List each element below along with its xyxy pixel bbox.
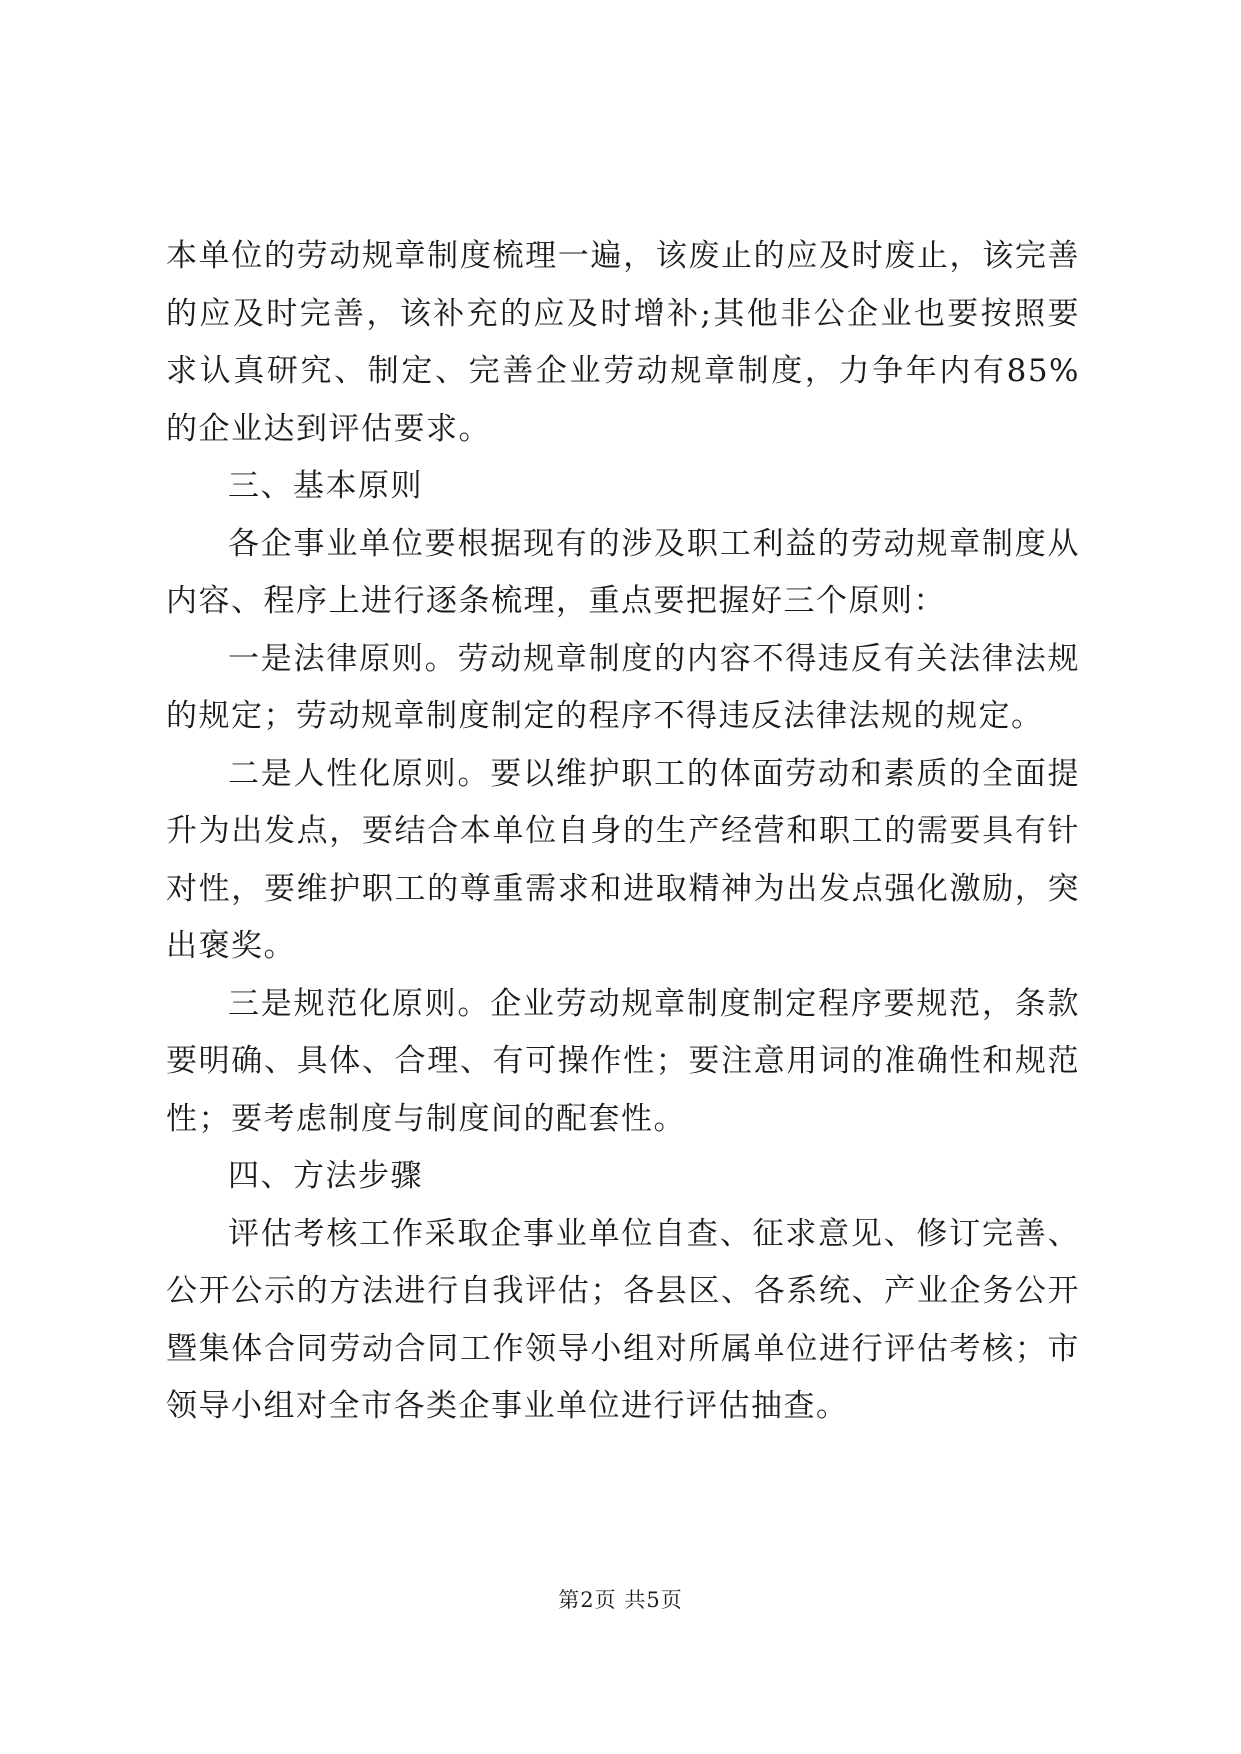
paragraph: 三是规范化原则。企业劳动规章制度制定程序要规范，条款要明确、具体、合理、有可操作性；要注意用词的准确性和规范性；要考虑制度与制度间的配套性。 [166, 985, 1080, 1137]
page-footer: 第2页 共5页 [558, 1588, 683, 1612]
paragraph: 本单位的劳动规章制度梳理一遍，该废止的应及时废止，该完善的应及时完善，该补充的应及时增补;其他非公企业也要按照要求认真研究、制定、完善企业劳动规章制度，力争年内有85%的企业达到评估要求。 [166, 238, 1080, 447]
paragraph: 一是法律原则。劳动规章制度的内容不得违反有关法律法规的规定；劳动规章制度制定的程序不得违反法律法规的规定。 [166, 640, 1080, 734]
paragraph: 二是人性化原则。要以维护职工的体面劳动和素质的全面提升为出发点，要结合本单位自身的生产经营和职工的需要具有针对性，要维护职工的尊重需求和进取精神为出发点强化激励，突出褒奖。 [166, 755, 1080, 964]
paragraph: 各企事业单位要根据现有的涉及职工利益的劳动规章制度从内容、程序上进行逐条梳理，重点要把握好三个原则： [166, 525, 1080, 619]
section-heading: 三、基本原则 [228, 468, 423, 504]
document-body [166, 228, 1080, 1436]
paragraph: 评估考核工作采取企事业单位自查、征求意见、修订完善、公开公示的方法进行自我评估；各县区、各系统、产业企务公开暨集体合同劳动合同工作领导小组对所属单位进行评估考核；市领导小组对全市各类企事业单位进行评估抽查。 [166, 1215, 1080, 1424]
section-heading: 四、方法步骤 [228, 1158, 423, 1194]
